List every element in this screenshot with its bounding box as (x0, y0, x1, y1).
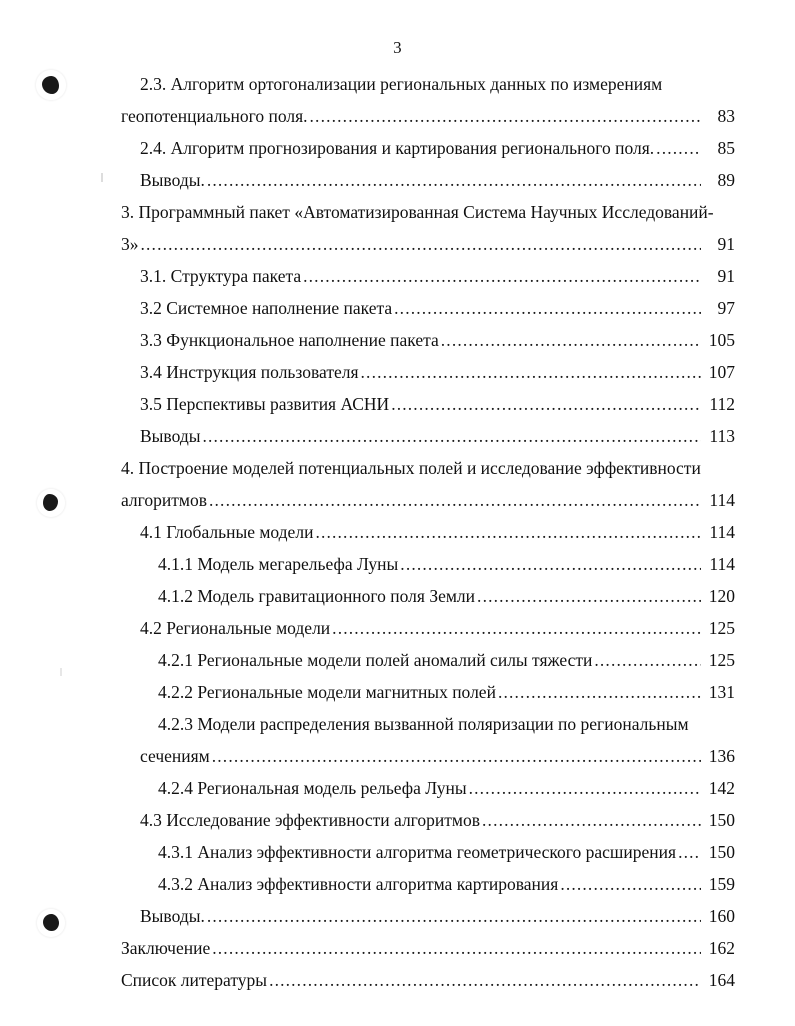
toc-entry-title: 4.2.4 Региональная модель рельефа Луны (158, 778, 467, 798)
dot-leader (400, 556, 701, 574)
toc-entry-title: сечениям (140, 746, 210, 766)
dot-leader (678, 844, 701, 862)
page-number: 3 (393, 38, 402, 57)
dot-leader (209, 492, 701, 510)
toc-entry[interactable] (121, 132, 735, 164)
dot-leader (394, 300, 701, 318)
dot-leader (315, 524, 701, 542)
toc-entry-title: 2.3. Алгоритм ортогонализации региональных данных по измерениям (140, 74, 663, 94)
toc-entry[interactable] (121, 964, 735, 996)
toc-entry[interactable] (121, 196, 735, 260)
toc-entry-page-number: 107 (708, 362, 735, 382)
toc-entry[interactable] (121, 260, 735, 292)
toc-entry-title: Список литературы (121, 970, 268, 990)
toc-entry-title: 3.3 Функциональное наполнение пакета (140, 330, 439, 350)
dot-leader (560, 876, 701, 894)
toc-entry-line (140, 324, 735, 356)
toc-entry[interactable] (121, 868, 735, 900)
toc-entry-line (140, 356, 735, 388)
toc-entry-page-number: 113 (709, 426, 735, 446)
toc-entry[interactable] (121, 580, 735, 612)
toc-entry-title: 4.1.2 Модель гравитационного поля Земли (158, 586, 476, 606)
toc-entry-page-number: 125 (708, 650, 735, 670)
toc-entry-page-number: 150 (708, 810, 735, 830)
toc-entry-title: Заключение (121, 938, 211, 958)
dot-leader (594, 652, 701, 670)
toc-entry-title: алгоритмов (121, 490, 207, 510)
toc-entry[interactable] (121, 644, 735, 676)
toc-entry-line (140, 292, 735, 324)
dot-leader (469, 780, 701, 798)
dot-leader (212, 940, 701, 958)
toc-entry-page-number: 162 (708, 938, 735, 958)
toc-entry-line (140, 260, 735, 292)
toc-entry-page-number: 150 (708, 842, 735, 862)
toc-entry-page-number: 112 (709, 394, 735, 414)
toc-entry-title: 3.1. Структура пакета (140, 266, 302, 286)
toc-entry-title: 4.1 Глобальные модели (140, 522, 314, 542)
toc-entry-title: 4.2.2 Региональные модели магнитных полей (158, 682, 496, 702)
toc-entry-line (121, 964, 735, 996)
dot-leader (202, 428, 701, 446)
toc-entry-line (121, 100, 735, 132)
toc-entry[interactable] (121, 708, 735, 772)
toc-entry-line (140, 900, 735, 932)
toc-entry[interactable] (121, 420, 735, 452)
toc-entry-title: Выводы. (140, 906, 205, 926)
toc-entry-line (140, 740, 735, 772)
toc-entry-line (140, 516, 735, 548)
toc-entry-line (158, 676, 735, 708)
toc-entry-title: 4.3.1 Анализ эффективности алгоритма геометрического расширения (158, 842, 677, 862)
toc-entry[interactable] (121, 548, 735, 580)
toc-entry[interactable] (121, 452, 735, 516)
toc-entry-line (158, 772, 735, 804)
toc-entry-page-number: 131 (708, 682, 735, 702)
toc-entry-line (121, 484, 735, 516)
toc-entry-page-number: 97 (717, 298, 735, 318)
toc-entry[interactable] (121, 516, 735, 548)
toc-entry-title: 4.3.2 Анализ эффективности алгоритма картирования (158, 874, 559, 894)
dot-leader (207, 908, 701, 926)
toc-entry-line (158, 580, 735, 612)
toc-entry-line (140, 612, 735, 644)
toc-entry-page-number: 114 (709, 490, 735, 510)
toc-entry-line (121, 932, 735, 964)
toc-entry-page-number: 164 (708, 970, 735, 990)
toc-entry-title: 4. Построение моделей потенциальных полей и исследование эффективности (121, 458, 701, 478)
toc-entry-line (121, 228, 735, 260)
toc-entry[interactable] (121, 292, 735, 324)
dot-leader (477, 588, 701, 606)
toc-entry-line-wrapped (121, 196, 735, 228)
toc-entry-title: 3. Программный пакет «Автоматизированная Система Научных Исследований- (121, 202, 714, 222)
toc-entry-line-wrapped (140, 68, 735, 100)
toc-entry-title: 4.3 Исследование эффективности алгоритмов (140, 810, 481, 830)
toc-entry-line-wrapped (121, 452, 735, 484)
toc-entry-title: 3.5 Перспективы развития АСНИ (140, 394, 390, 414)
toc-entry-title: 3.4 Инструкция пользователя (140, 362, 359, 382)
dot-leader (332, 620, 701, 638)
toc-entry-line (140, 388, 735, 420)
dot-leader (310, 108, 701, 126)
toc-entry-page-number: 91 (717, 266, 735, 286)
toc-entry-page-number: 89 (717, 170, 735, 190)
toc-entry-line (140, 804, 735, 836)
toc-entry-title: 4.2.1 Региональные модели полей аномалий силы тяжести (158, 650, 593, 670)
toc-entry-title: 2.4. Алгоритм прогнозирования и картирования регионального поля. (140, 138, 655, 158)
toc-entry[interactable] (121, 356, 735, 388)
dot-leader (482, 812, 701, 830)
dot-leader (361, 364, 701, 382)
toc-entry-page-number: 114 (709, 554, 735, 574)
dot-leader (656, 140, 701, 158)
toc-entry-line (158, 644, 735, 676)
toc-entry[interactable] (121, 932, 735, 964)
dot-leader (212, 748, 701, 766)
toc-entry[interactable] (121, 900, 735, 932)
toc-entry[interactable] (121, 324, 735, 356)
toc-entry-line (158, 548, 735, 580)
toc-entry[interactable] (121, 612, 735, 644)
toc-entry-title: 4.2 Региональные модели (140, 618, 331, 638)
table-of-contents (121, 68, 735, 996)
toc-entry[interactable] (121, 388, 735, 420)
toc-entry[interactable] (121, 772, 735, 804)
toc-entry-line (158, 836, 735, 868)
toc-entry-page-number: 125 (708, 618, 735, 638)
toc-entry-page-number: 91 (717, 234, 735, 254)
toc-entry-line-wrapped (158, 708, 735, 740)
toc-entry-title: 4.2.3 Модели распределения вызванной поляризации по региональным (158, 714, 689, 734)
toc-entry-title: 4.1.1 Модель мегарельефа Луны (158, 554, 399, 574)
toc-entry-page-number: 159 (708, 874, 735, 894)
dot-leader (269, 972, 701, 990)
toc-entry[interactable] (121, 68, 735, 132)
toc-entry-line (158, 868, 735, 900)
toc-entry-page-number: 83 (717, 106, 735, 126)
toc-entry-line (140, 164, 735, 196)
dot-leader (207, 172, 701, 190)
toc-entry-title: геопотенциального поля. (121, 106, 308, 126)
toc-entry[interactable] (121, 804, 735, 836)
scan-speck (101, 173, 103, 182)
toc-entry-line (140, 132, 735, 164)
hole-punch-mark (43, 914, 59, 931)
dot-leader (441, 332, 701, 350)
toc-entry-page-number: 114 (709, 522, 735, 542)
toc-entry-title: Выводы (140, 426, 201, 446)
toc-entry-title: 3.2 Системное наполнение пакета (140, 298, 393, 318)
scan-speck (60, 668, 62, 676)
dot-leader (303, 268, 701, 286)
toc-entry[interactable] (121, 676, 735, 708)
toc-entry-page-number: 160 (708, 906, 735, 926)
dot-leader (498, 684, 701, 702)
toc-entry-page-number: 85 (717, 138, 735, 158)
toc-entry-line (140, 420, 735, 452)
toc-entry-page-number: 105 (708, 330, 735, 350)
toc-entry-page-number: 142 (708, 778, 735, 798)
toc-entry-title: Выводы. (140, 170, 205, 190)
dot-leader (391, 396, 701, 414)
dot-leader (141, 236, 702, 254)
toc-entry-title: 3» (121, 234, 139, 254)
toc-entry[interactable] (121, 164, 735, 196)
toc-entry-page-number: 136 (708, 746, 735, 766)
toc-entry-page-number: 120 (708, 586, 735, 606)
toc-entry[interactable] (121, 836, 735, 868)
hole-punch-mark (42, 76, 59, 94)
